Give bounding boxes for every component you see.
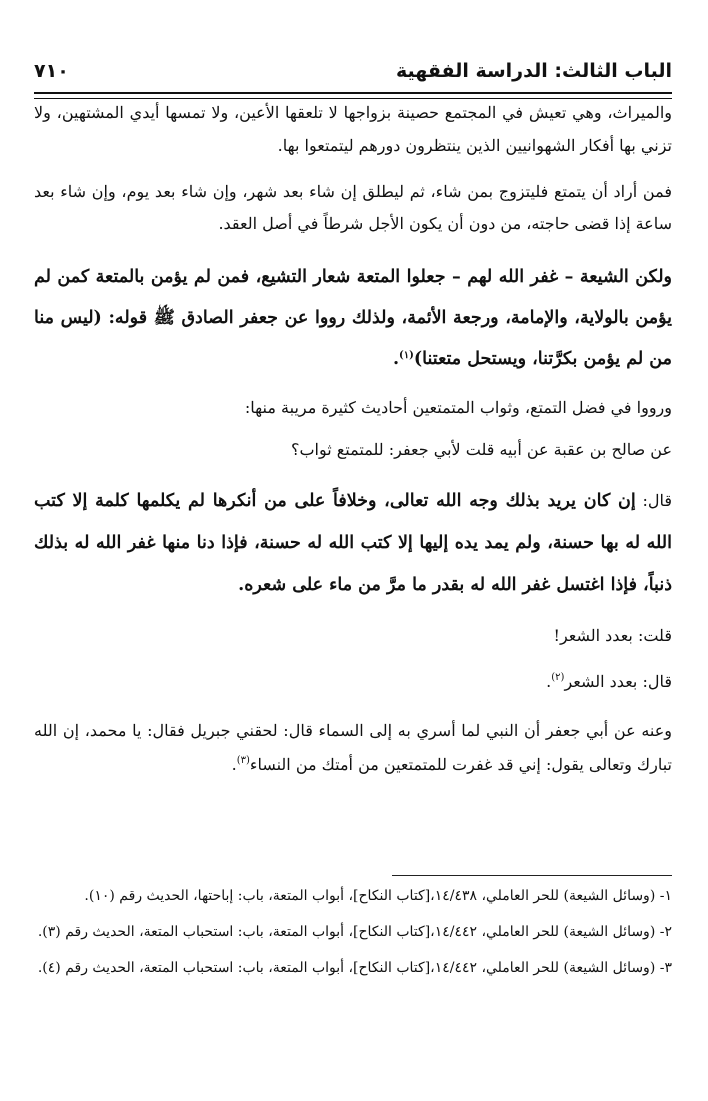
footnote-separator [392,875,672,876]
footnote-ref-1: (١) [399,350,414,361]
answer-prefix: قال: [635,491,672,510]
paragraph-narrations-intro: ورووا في فضل التمتع، وثواب المتمتعين أحاديث كثيرة مريبة منها: [244,398,672,417]
running-header [34,58,672,90]
paragraph-hair-question: قلت: بعدد الشعر! [553,626,672,645]
page-number: ٧١٠ [34,60,69,82]
footnotes [34,880,672,984]
answer-text: إن كان يريد بذلك وجه الله تعالى، وخلافاً على من أنكرها لم يكلمها كلمة إلا كتب الله له بها حسنة، ولم يمد يده إليها إلا كتب الله له حسنة، فإذا دنا منها غفر الله له بذلك ذنباً، فإذا اغتسل غفر الله له بقدر ما مرَّ من ماء على شعره. [34,491,672,595]
paragraph-shia-slogan: ولكن الشيعة – غفر الله لهم – جعلوا المتعة شعار التشيع، فمن لم يؤمن بالمتعة كمن لم يؤمن بالولاية، والإمامة، ورجعة الأئمة، ولذلك رووا عن جعفر الصادق ﷺ قوله: (ليس منا من لم يؤمن بكرَّتنا، ويستحل متعتنا)$^{(١)}$. [34,267,672,369]
paragraph-inheritance: والميراث، وهي تعيش في المجتمع حصينة بزواجها لا تلعقها الأعين، ولا تمسها أيدي المشتهين، ولا تزني بها أفكار الشهوانيين الذين ينتظرون دورهم ليتمتعوا بها. [34,103,672,155]
paragraph-jibril: وعنه عن أبي جعفر أن النبي لما أسري به إلى السماء قال: لحقني جبريل فقال: يا محمد، إن الله تبارك وتعالى يقول: إني قد غفرت للمتمتعين من أمتك من النساء$^{(٣)}$. [34,721,672,774]
jibril-text: وعنه عن أبي جعفر أن النبي لما أسري به إلى السماء قال: لحقني جبريل فقال: يا محمد، إن الله تبارك وتعالى يقول: إني قد غفرت للمتمتعين من أمتك من النساء [34,721,672,774]
footnote-1: ١- (وسائل الشيعة) للحر العاملي، ١٤/٤٣٨،[كتاب النكاح]، أبواب المتعة، باب: إباحتها، الحديث رقم (١٠). [84,888,672,904]
paragraph-marriage-duration: فمن أراد أن يتمتع فليتزوج بمن شاء، ثم ليطلق إن شاء بعد شهر، وإن شاء بعد يوم، وإن شاء بعد ساعة إذا قضى حاجته، من دون أن يكون الأجل شرطاً في أصل العقد. [34,182,672,233]
chapter-title: الباب الثالث: الدراسة الفقهية [396,60,672,82]
footnote-ref-3: (٣) [236,755,250,766]
paragraph-hair-answer: قال: بعدد الشعر$^{(٢)}$. [546,672,672,691]
paragraph-shia-slogan-text: ولكن الشيعة – غفر الله لهم – جعلوا المتعة شعار التشيع، فمن لم يؤمن بالمتعة كمن لم يؤمن بالولاية، والإمامة، ورجعة الأئمة، ولذلك رووا عن جعفر الصادق ﷺ قوله: (ليس منا من لم يؤمن بكرَّتنا، ويستحل متعتنا) [34,267,672,369]
hair-answer-text: قال: بعدد الشعر [564,672,672,691]
main-text [34,96,672,782]
paragraph-answer [34,480,672,606]
footnote-ref-2: (٢) [551,672,565,683]
footnote-3: ٣- (وسائل الشيعة) للحر العاملي، ١٤/٤٤٢،[كتاب النكاح]، أبواب المتعة، باب: استحباب المتعة، الحديث رقم (٤). [37,960,672,976]
paragraph-question: عن صالح بن عقبة عن أبيه قلت لأبي جعفر: للمتمتع ثواب؟ [290,440,672,459]
footnote-2: ٢- (وسائل الشيعة) للحر العاملي، ١٤/٤٤٢،[كتاب النكاح]، أبواب المتعة، باب: استحباب المتعة، الحديث رقم (٣). [37,924,672,940]
